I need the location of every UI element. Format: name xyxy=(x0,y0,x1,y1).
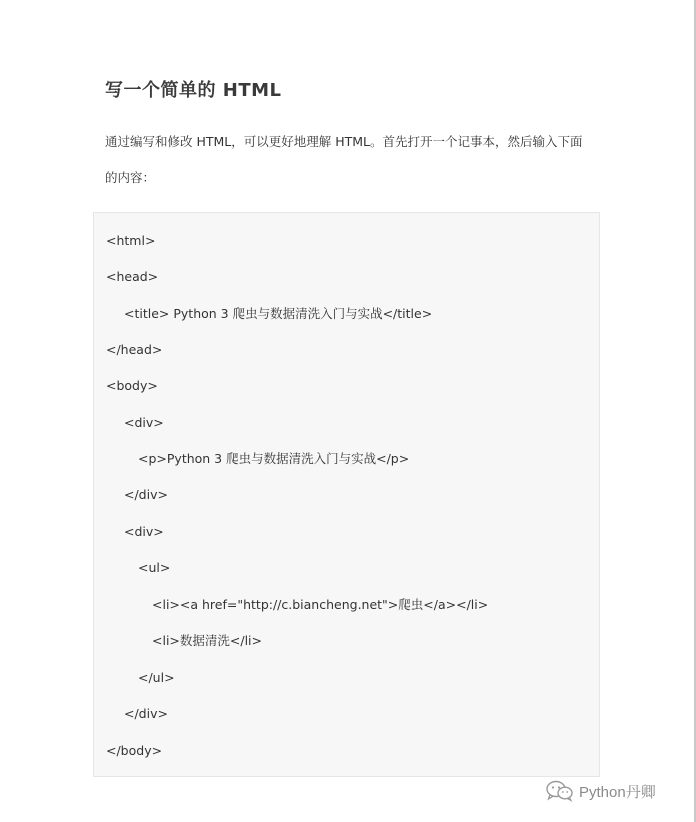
code-line: </div> xyxy=(124,706,168,721)
wechat-icon xyxy=(545,779,575,803)
code-line: </ul> xyxy=(138,670,175,685)
article-title: 写一个简单的 HTML xyxy=(105,80,282,101)
code-line: <p>Python 3 爬虫与数据清洗入门与实战</p> xyxy=(138,451,410,466)
code-line: </body> xyxy=(106,743,163,758)
code-line: <li><a href="http://c.biancheng.net">爬虫</a></li> xyxy=(152,597,489,612)
code-line: <ul> xyxy=(138,560,171,575)
code-line: <title> Python 3 爬虫与数据清洗入门与实战</title> xyxy=(124,306,433,321)
code-line: <html> xyxy=(106,233,156,248)
code-line: <head> xyxy=(106,269,159,284)
watermark-text: Python丹卿 xyxy=(579,783,656,801)
code-line: <body> xyxy=(106,378,158,393)
code-block xyxy=(93,212,600,777)
article-intro: 通过编写和修改 HTML，可以更好地理解 HTML。首先打开一个记事本，然后输入下面的内容： xyxy=(105,134,583,185)
code-line: </head> xyxy=(106,342,163,357)
code-line: <div> xyxy=(124,524,164,539)
watermark xyxy=(545,778,656,804)
code-line: <div> xyxy=(124,415,164,430)
code-line: <li>数据清洗</li> xyxy=(152,633,262,648)
code-line: </div> xyxy=(124,487,168,502)
